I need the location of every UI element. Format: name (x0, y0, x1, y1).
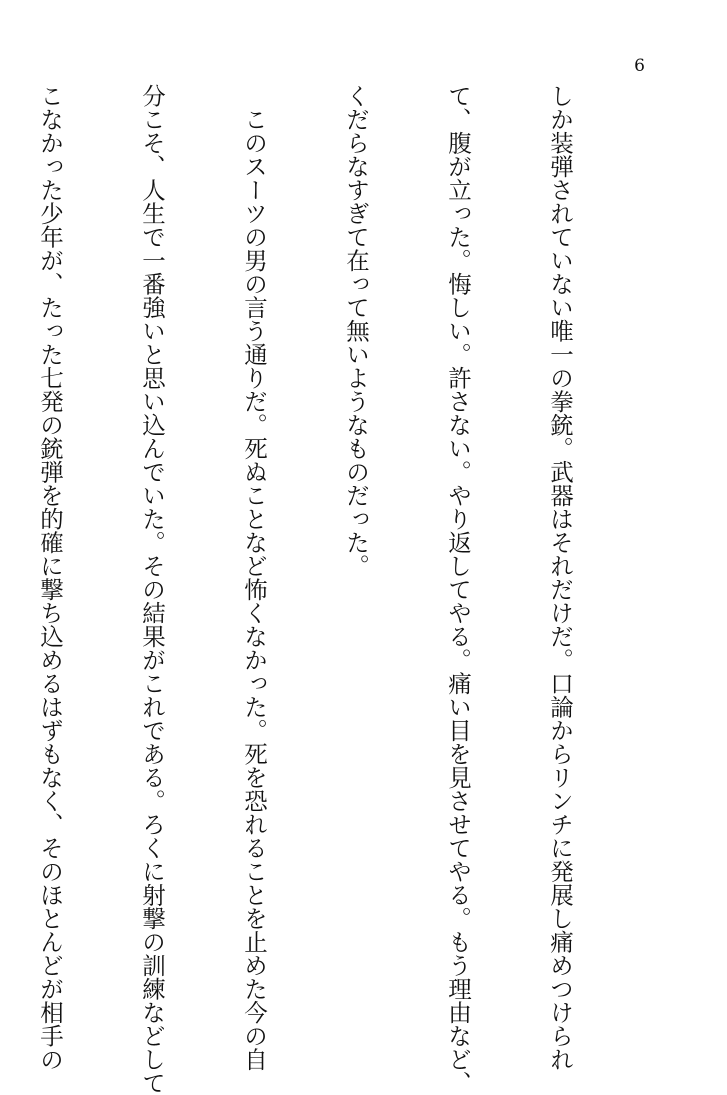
page-number: 6 (634, 56, 645, 76)
text-line: 分こそ、人生で一番強いと思い込んでいた。その結果がこれである。ろくに射撃の訓練などして (138, 84, 166, 1095)
text-line: こなかった少年が、たった七発の銃弾を的確に撃ち込めるはずもなく、そのほとんどが相手の (36, 84, 64, 1071)
text-line: て、腹が立った。悔しい。許さない。やり返してやる。痛い目を見させてやる。もう理由など、 (444, 84, 472, 1095)
text-line: このスーツの男の言う通りだ。死ぬことなど怖くなかった。死を恐れることを止めた今の自 (240, 84, 268, 1071)
text-line: しか装弾されていない唯一の拳銃。武器はそれだけだ。口論からリンチに発展し痛めつけられ (546, 84, 574, 1071)
text-line: くだらなすぎて在って無いようなものだった。 (342, 84, 370, 578)
body-text (36, 84, 645, 1095)
